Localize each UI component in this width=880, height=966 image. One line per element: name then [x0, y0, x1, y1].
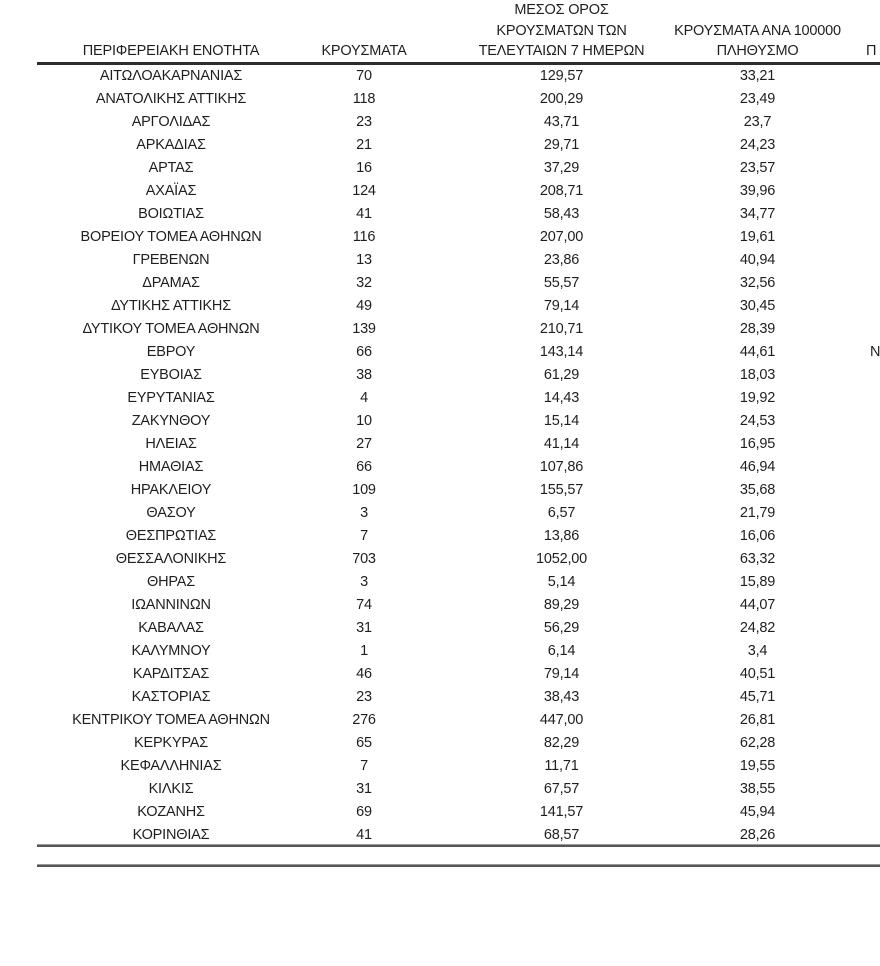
- avg7-cell: 56,29: [543, 620, 580, 636]
- clipped-cell: [815, 548, 880, 571]
- table-row: [37, 295, 880, 318]
- avg7-cell: 141,57: [539, 804, 584, 820]
- avg7-cell: 207,00: [539, 229, 584, 245]
- region-cell: ΚΕΡΚΥΡΑΣ: [134, 735, 208, 751]
- region-cell: ΗΜΑΘΙΑΣ: [138, 459, 204, 475]
- region-cell: ΘΑΣΟΥ: [146, 505, 196, 521]
- clipped-cell: [815, 709, 880, 732]
- column-header-avg7: [423, 0, 700, 65]
- cases-cell: 49: [356, 298, 372, 314]
- cases-cell: 1: [360, 643, 368, 659]
- per100k-cell: 24,23: [739, 137, 776, 153]
- clipped-cell: [815, 594, 880, 617]
- per100k-cell: 23,57: [739, 160, 776, 176]
- column-header-region-label: ΠΕΡΙΦΕΡΕΙΑΚΗ ΕΝΟΤΗΤΑ: [82, 43, 260, 59]
- region-cell: ΚΑΒΑΛΑΣ: [138, 620, 204, 636]
- avg7-cell: 5,14: [547, 574, 576, 590]
- table-row: [37, 341, 880, 364]
- per100k-cell: 33,21: [739, 68, 776, 84]
- cases-cell: 32: [356, 275, 372, 291]
- avg7-cell: 82,29: [543, 735, 580, 751]
- column-header-avg7-line3: ΤΕΛΕΥΤΑΙΩΝ 7 ΗΜΕΡΩΝ: [478, 43, 645, 59]
- table-row: [37, 640, 880, 663]
- clipped-cell: [815, 640, 880, 663]
- cases-cell: 70: [356, 68, 372, 84]
- second-bottom-rule: [37, 864, 880, 867]
- clipped-cell: [815, 410, 880, 433]
- per100k-cell: 19,55: [739, 758, 776, 774]
- table-row: [37, 594, 880, 617]
- table-row: [37, 732, 880, 755]
- region-cell: ΗΡΑΚΛΕΙΟΥ: [130, 482, 212, 498]
- per100k-cell: 62,28: [739, 735, 776, 751]
- avg7-cell: 447,00: [539, 712, 584, 728]
- clipped-cell: [815, 272, 880, 295]
- avg7-cell: 15,14: [543, 413, 580, 429]
- avg7-cell: 143,14: [539, 344, 584, 360]
- table-row: [37, 318, 880, 341]
- per100k-cell: 24,82: [739, 620, 776, 636]
- avg7-cell: 11,71: [544, 758, 579, 774]
- region-cell: ΚΑΣΤΟΡΙΑΣ: [131, 689, 211, 705]
- table-row: [37, 203, 880, 226]
- region-cell: ΕΥΒΟΙΑΣ: [140, 367, 202, 383]
- clipped-column-header-fragment: Π: [866, 43, 877, 59]
- column-header-avg7-line2: ΚΡΟΥΣΜΑΤΩΝ ΤΩΝ: [496, 22, 627, 39]
- table-row: [37, 157, 880, 180]
- cases-cell: 41: [356, 206, 372, 222]
- per100k-cell: 18,03: [739, 367, 776, 383]
- column-header-region: [37, 0, 305, 65]
- avg7-cell: 6,14: [547, 643, 576, 659]
- region-cell: ΚΙΛΚΙΣ: [148, 781, 194, 797]
- table-row: [37, 778, 880, 801]
- avg7-cell: 107,86: [539, 459, 584, 475]
- cases-cell: 46: [356, 666, 372, 682]
- region-cell: ΚΑΛΥΜΝΟΥ: [131, 643, 211, 659]
- clipped-cell: [815, 502, 880, 525]
- clipped-cell-fragment-evrou-row: Ν: [870, 344, 880, 360]
- clipped-cell: [815, 88, 880, 111]
- cases-cell: 109: [352, 482, 376, 498]
- cases-cell: 7: [360, 758, 368, 774]
- cases-cell: 31: [356, 781, 372, 797]
- table-row: [37, 801, 880, 824]
- cases-cell: 116: [352, 229, 376, 245]
- clipped-cell: [815, 525, 880, 548]
- clipped-cell: [815, 571, 880, 594]
- per100k-cell: 15,89: [739, 574, 776, 590]
- cases-cell: 31: [356, 620, 372, 636]
- region-cell: ΑΡΚΑΔΙΑΣ: [136, 137, 206, 153]
- table-row: [37, 686, 880, 709]
- avg7-cell: 89,29: [543, 597, 580, 613]
- per100k-cell: 40,94: [739, 252, 776, 268]
- table-row: [37, 755, 880, 778]
- avg7-cell: 68,57: [543, 827, 580, 843]
- region-cell: ΚΕΝΤΡΙΚΟΥ ΤΟΜΕΑ ΑΘΗΝΩΝ: [72, 712, 270, 728]
- avg7-cell: 37,29: [543, 160, 580, 176]
- cases-cell: 703: [352, 551, 376, 567]
- region-cell: ΔΥΤΙΚΟΥ ΤΟΜΕΑ ΑΘΗΝΩΝ: [82, 321, 260, 337]
- cases-cell: 7: [360, 528, 368, 544]
- clipped-cell: [815, 686, 880, 709]
- region-cell: ΔΥΤΙΚΗΣ ΑΤΤΙΚΗΣ: [111, 298, 231, 314]
- region-cell: ΔΡΑΜΑΣ: [142, 275, 200, 291]
- per100k-cell: 45,71: [739, 689, 776, 705]
- column-header-per100k: [674, 0, 841, 65]
- region-cell: ΚΕΦΑΛΛΗΝΙΑΣ: [120, 758, 222, 774]
- per100k-cell: 23,7: [743, 114, 772, 130]
- table-row: [37, 709, 880, 732]
- per100k-cell: 19,92: [739, 390, 776, 406]
- clipped-cell: [815, 801, 880, 824]
- table-row: [37, 134, 880, 157]
- cases-cell: 3: [360, 505, 368, 521]
- region-cell: ΕΒΡΟΥ: [146, 344, 196, 360]
- table-row: [37, 180, 880, 203]
- per100k-cell: 38,55: [739, 781, 776, 797]
- per100k-cell: 35,68: [739, 482, 776, 498]
- cases-cell: 66: [356, 344, 372, 360]
- per100k-cell: 26,81: [739, 712, 776, 728]
- per100k-cell: 32,56: [739, 275, 776, 291]
- avg7-cell: 208,71: [539, 183, 584, 199]
- per100k-cell: 63,32: [739, 551, 776, 567]
- clipped-cell: [815, 778, 880, 801]
- per100k-cell: 16,06: [739, 528, 776, 544]
- cases-cell: 66: [356, 459, 372, 475]
- per100k-cell: 16,95: [739, 436, 776, 452]
- avg7-cell: 155,57: [539, 482, 584, 498]
- table-row: [37, 479, 880, 502]
- avg7-cell: 79,14: [543, 298, 580, 314]
- clipped-cell: [815, 111, 880, 134]
- table-row: [37, 502, 880, 525]
- avg7-cell: 58,43: [543, 206, 580, 222]
- avg7-cell: 41,14: [543, 436, 580, 452]
- region-cell: ΚΑΡΔΙΤΣΑΣ: [132, 666, 210, 682]
- clipped-cell: [815, 134, 880, 157]
- cases-cell: 23: [356, 114, 372, 130]
- clipped-cell: [815, 249, 880, 272]
- region-cell: ΙΩΑΝΝΙΝΩΝ: [131, 597, 211, 613]
- cases-cell: 4: [360, 390, 368, 406]
- cases-cell: 276: [352, 712, 376, 728]
- per100k-cell: 46,94: [739, 459, 776, 475]
- per100k-cell: 44,61: [739, 344, 776, 360]
- table-row: [37, 456, 880, 479]
- table-row: [37, 410, 880, 433]
- region-cell: ΘΕΣΣΑΛΟΝΙΚΗΣ: [115, 551, 227, 567]
- clipped-cell: [815, 433, 880, 456]
- per100k-cell: 28,39: [739, 321, 776, 337]
- cases-cell: 13: [356, 252, 372, 268]
- region-cell: ΚΟΡΙΝΘΙΑΣ: [132, 827, 210, 843]
- table-row: [37, 88, 880, 111]
- table-row: [37, 571, 880, 594]
- clipped-cell: [815, 295, 880, 318]
- region-cell: ΒΟΙΩΤΙΑΣ: [138, 206, 204, 222]
- cases-cell: 21: [356, 137, 372, 153]
- per100k-cell: 40,51: [739, 666, 776, 682]
- per100k-cell: 45,94: [739, 804, 776, 820]
- table-row: [37, 364, 880, 387]
- region-cell: ΒΟΡΕΙΟΥ ΤΟΜΕΑ ΑΘΗΝΩΝ: [80, 229, 262, 245]
- clipped-cell: [815, 364, 880, 387]
- per100k-cell: 44,07: [739, 597, 776, 613]
- per100k-cell: 24,53: [739, 413, 776, 429]
- cases-cell: 41: [356, 827, 372, 843]
- avg7-cell: 14,43: [543, 390, 580, 406]
- table-row: [37, 387, 880, 410]
- clipped-cell: [815, 617, 880, 640]
- region-cell: ΘΕΣΠΡΩΤΙΑΣ: [125, 528, 217, 544]
- avg7-cell: 55,57: [543, 275, 580, 291]
- table-row: [37, 548, 880, 571]
- clipped-cell: [815, 203, 880, 226]
- clipped-cell: [815, 65, 880, 88]
- region-cell: ΗΛΕΙΑΣ: [145, 436, 197, 452]
- cases-cell: 74: [356, 597, 372, 613]
- cases-cell: 23: [356, 689, 372, 705]
- avg7-cell: 6,57: [547, 505, 576, 521]
- clipped-cell: [815, 456, 880, 479]
- table-row: [37, 663, 880, 686]
- clipped-cell: [815, 226, 880, 249]
- avg7-cell: 210,71: [539, 321, 584, 337]
- cases-cell: 65: [356, 735, 372, 751]
- table-row: [37, 111, 880, 134]
- region-cell: ΑΡΓΟΛΙΔΑΣ: [131, 114, 211, 130]
- avg7-cell: 79,14: [543, 666, 580, 682]
- table-bottom-rule: [37, 844, 880, 847]
- column-header-per100k-line1: ΚΡΟΥΣΜΑΤΑ ΑΝΑ 100000: [674, 22, 841, 39]
- avg7-cell: 13,86: [543, 528, 580, 544]
- avg7-cell: 129,57: [539, 68, 584, 84]
- avg7-cell: 38,43: [543, 689, 580, 705]
- clipped-cell: [815, 387, 880, 410]
- per100k-cell: 39,96: [739, 183, 776, 199]
- avg7-cell: 29,71: [543, 137, 580, 153]
- per100k-cell: 30,45: [739, 298, 776, 314]
- clipped-cell: [815, 180, 880, 203]
- avg7-cell: 61,29: [543, 367, 580, 383]
- column-header-per100k-line2: ΠΛΗΘΥΣΜΟ: [716, 43, 799, 59]
- per100k-cell: 3,4: [747, 643, 768, 659]
- per100k-cell: 21,79: [739, 505, 776, 521]
- region-cell: ΑΝΑΤΟΛΙΚΗΣ ΑΤΤΙΚΗΣ: [95, 91, 247, 107]
- region-cell: ΓΡΕΒΕΝΩΝ: [132, 252, 210, 268]
- avg7-cell: 67,57: [543, 781, 580, 797]
- table-body: [37, 65, 880, 847]
- cases-cell: 10: [356, 413, 372, 429]
- clipped-cell: [815, 663, 880, 686]
- clipped-cell: [815, 318, 880, 341]
- clipped-cell: [815, 157, 880, 180]
- column-header-cases: [305, 0, 423, 65]
- column-header-avg7-line1: ΜΕΣΟΣ ΟΡΟΣ: [514, 2, 609, 18]
- cases-cell: 38: [356, 367, 372, 383]
- table-row: [37, 226, 880, 249]
- avg7-cell: 1052,00: [535, 551, 587, 567]
- avg7-cell: 200,29: [539, 91, 584, 107]
- per100k-cell: 28,26: [739, 827, 776, 843]
- table-row: [37, 433, 880, 456]
- cases-cell: 27: [356, 436, 372, 452]
- per100k-cell: 34,77: [739, 206, 776, 222]
- region-cell: ΑΙΤΩΛΟΑΚΑΡΝΑΝΙΑΣ: [99, 68, 243, 84]
- table-row: [37, 272, 880, 295]
- table-row: [37, 617, 880, 640]
- cases-cell: 3: [360, 574, 368, 590]
- per100k-cell: 23,49: [739, 91, 776, 107]
- clipped-cell: [815, 732, 880, 755]
- table-header-row: [37, 0, 880, 62]
- clipped-cell: [815, 755, 880, 778]
- cases-cell: 124: [352, 183, 376, 199]
- region-cell: ΘΗΡΑΣ: [147, 574, 195, 590]
- table-row: [37, 525, 880, 548]
- clipped-cell: [815, 479, 880, 502]
- region-cell: ΚΟΖΑΝΗΣ: [137, 804, 205, 820]
- avg7-cell: 23,86: [543, 252, 580, 268]
- column-header-cases-label: ΚΡΟΥΣΜΑΤΑ: [321, 43, 407, 59]
- region-cell: ΖΑΚΥΝΘΟΥ: [131, 413, 211, 429]
- cases-cell: 118: [352, 91, 376, 107]
- table-row: [37, 65, 880, 88]
- cases-cell: 69: [356, 804, 372, 820]
- per100k-cell: 19,61: [739, 229, 776, 245]
- cases-cell: 139: [352, 321, 376, 337]
- avg7-cell: 43,71: [543, 114, 580, 130]
- region-cell: ΕΥΡΥΤΑΝΙΑΣ: [127, 390, 215, 406]
- region-cell: ΑΡΤΑΣ: [148, 160, 194, 176]
- region-cell: ΑΧΑΪΑΣ: [145, 183, 197, 199]
- cases-cell: 16: [356, 160, 372, 176]
- table-row: [37, 249, 880, 272]
